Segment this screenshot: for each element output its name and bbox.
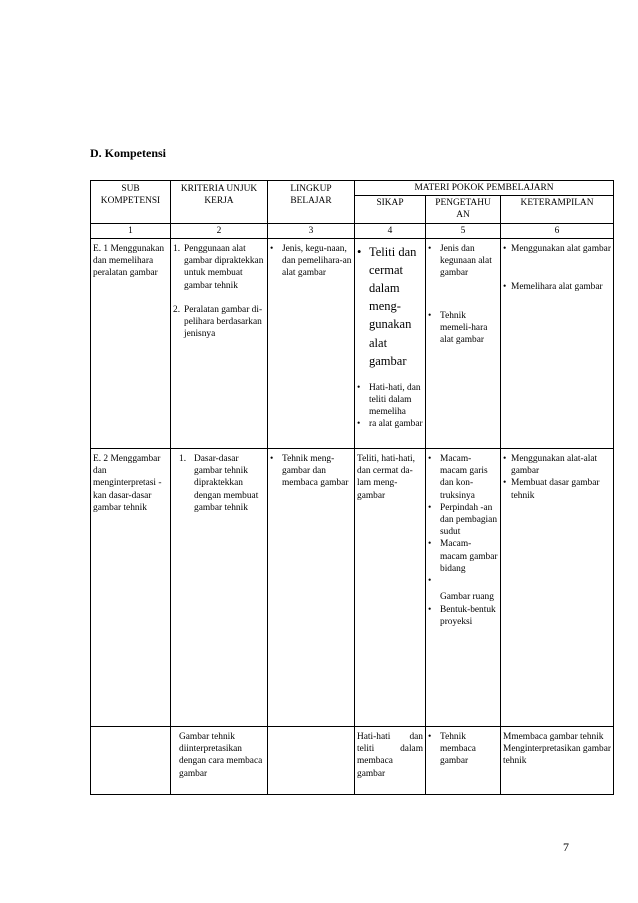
bullet-icon: • xyxy=(428,453,432,464)
kriteria-cell xyxy=(171,238,268,448)
sub-kompetensi-cell: E. 2 Menggambar dan menginterpretasi -kan dasar-dasar gambar tehnik xyxy=(91,448,171,726)
keterampilan-cell: Mmembaca gambar tehnik Menginterpretasikan gambar tehnik xyxy=(501,726,614,794)
keterampilan-cell xyxy=(501,448,614,726)
list-item: • Tehnik memeli-hara alat gambar xyxy=(428,310,488,345)
bullet-icon: • xyxy=(428,731,432,742)
keterampilan-cell xyxy=(501,238,614,448)
bullet-icon: • xyxy=(428,604,432,615)
table-row xyxy=(91,726,614,794)
list-item: • Tehnik membaca gambar xyxy=(428,731,476,767)
lingkup-cell xyxy=(268,726,355,794)
bullet-icon: • xyxy=(503,453,507,464)
col-number: 1 xyxy=(91,223,171,238)
bullet-icon: • xyxy=(503,282,507,293)
bullet-icon: • xyxy=(357,419,361,430)
kriteria-cell: Gambar tehnik diinterpretasikan dengan cara membaca gambar xyxy=(171,726,268,794)
bullet-icon: • xyxy=(428,310,432,321)
header-materi: MATERI POKOK PEMBELAJARN xyxy=(355,181,614,196)
col-number: 5 xyxy=(426,223,501,238)
list-item: • Menggunakan alat-alat gambar xyxy=(503,453,598,477)
header-sub-kompetensi: SUB KOMPETENSI xyxy=(91,181,171,224)
kriteria-cell xyxy=(171,448,268,726)
list-item: Gambar ruang xyxy=(440,592,494,603)
header-kriteria: KRITERIA UNJUK KERJA xyxy=(171,181,268,224)
bullet-icon: • xyxy=(428,502,432,513)
sikap-cell xyxy=(355,238,426,448)
bullet-icon: • xyxy=(357,244,362,259)
bullet-icon: • xyxy=(503,478,507,489)
list-item: • Menggunakan alat gambar xyxy=(503,243,611,254)
list-item: • Macam-macam garis dan kon-truksinya xyxy=(428,453,488,501)
header-pengetahuan: PENGETAHU AN xyxy=(426,196,501,223)
list-item: • Memelihara alat gambar xyxy=(503,282,603,293)
col-number: 2 xyxy=(171,223,268,238)
pengetahuan-cell xyxy=(426,726,501,794)
bullet-icon: • xyxy=(503,243,507,254)
bullet-icon: • xyxy=(428,539,432,550)
table-row xyxy=(91,238,614,448)
bullet-icon: • xyxy=(270,453,274,464)
col-number: 4 xyxy=(355,223,426,238)
list-item: • Bentuk-bentuk proyeksi xyxy=(428,604,496,627)
sub-kompetensi-cell xyxy=(91,726,171,794)
list-item: • Perpindah -an dan pembagian sudut xyxy=(428,502,498,538)
list-item: • Macam-macam gambar bidang xyxy=(428,539,498,574)
sikap-cell: Teliti, hati-hati, dan cermat da-lam meng-gambar xyxy=(355,448,426,726)
list-item: • ra alat gambar xyxy=(357,419,423,430)
sub-kompetensi-cell: E. 1 Menggunakan dan memelihara peralatan gambar xyxy=(91,238,171,448)
header-row-1 xyxy=(91,181,614,196)
list-item: 1. Dasar-dasar gambar tehnik dipraktekkan dengan membuat gambar tehnik xyxy=(179,453,259,513)
col-number: 3 xyxy=(268,223,355,238)
list-item: • Membuat dasar gambar tehnik xyxy=(503,478,600,501)
bullet-icon: • xyxy=(270,243,274,254)
list-item: 1. Penggunaan alat gambar dipraktekkan untuk membuat gambar tehnik xyxy=(173,243,264,291)
sikap-cell: Hati-hati dan teliti dalam membaca gambar xyxy=(355,726,426,794)
kompetensi-table xyxy=(90,180,614,795)
header-lingkup: LINGKUP BELAJAR xyxy=(268,181,355,224)
table-row xyxy=(91,448,614,726)
list-item: • Jenis, kegu-naan, dan pemelihara-an alat gambar xyxy=(270,243,352,279)
section-heading: D. Kompetensi xyxy=(90,146,166,160)
bullet-icon: • xyxy=(357,382,361,393)
header-keterampilan: KETERAMPILAN xyxy=(501,196,614,223)
pengetahuan-cell xyxy=(426,238,501,448)
list-item: • Jenis dan kegunaan alat gambar xyxy=(428,243,492,279)
list-item xyxy=(428,575,498,587)
number-row xyxy=(91,223,614,238)
list-item: • Tehnik meng-gambar dan membaca gambar xyxy=(270,453,349,489)
pengetahuan-cell xyxy=(426,448,501,726)
list-item: • Teliti dan cermat dalam meng-gunakan alat gambar xyxy=(357,243,423,370)
header-sikap: SIKAP xyxy=(355,196,426,223)
lingkup-cell xyxy=(268,448,355,726)
page-number: 7 xyxy=(563,840,569,854)
lingkup-cell xyxy=(268,238,355,448)
col-number: 6 xyxy=(501,223,614,238)
bullet-icon: • xyxy=(428,243,432,254)
list-item: • Hati-hati, dan teliti dalam memeliha xyxy=(357,382,421,418)
list-item: 2. Peralatan gambar di-pelihara berdasarkan jenisnya xyxy=(173,304,263,340)
bullet-icon: • xyxy=(428,576,432,587)
